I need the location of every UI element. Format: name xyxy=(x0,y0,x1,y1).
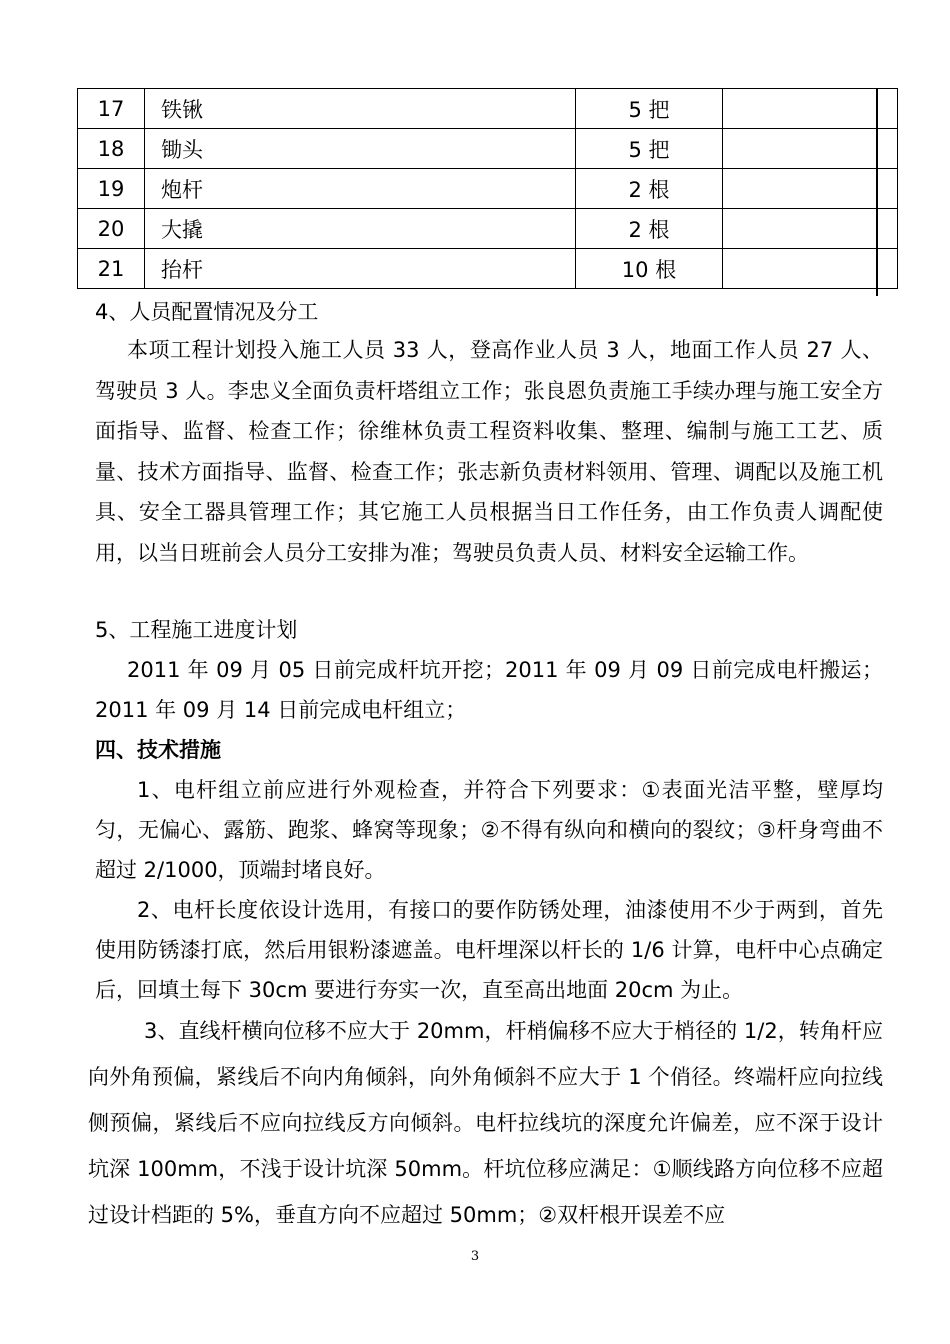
row-number: 17 xyxy=(78,89,145,129)
table-row xyxy=(78,89,898,129)
equipment-note xyxy=(723,89,898,129)
section-4-body: 本项工程计划投入施工人员 33 人，登高作业人员 3 人，地面工作人员 27 人、驾驶员 3 人。李忠义全面负责杆塔组立工作；张良恩负责施工手续办理与施工安全方面指导、监督、检查工作；徐维林负责工程资料收集、整理、编制与施工工艺、质量、技术方面指导、监督、检查工作；张志新负责材料领用、管理、调配以及施工机具、安全工器具管理工作；其它施工人员根据当日工作任务，由工作负责人调配使用，以当日班前会人员分工安排为准；驾驶员负责人员、材料安全运输工作。 xyxy=(95,338,883,565)
technical-measure-3: 3、直线杆横向位移不应大于 20mm，杆梢偏移不应大于梢径的 1/2，转角杆应向外角预偏，紧线后不向内角倾斜，向外角倾斜不应大于 1 个俏径。终端杆应向拉线侧预偏，紧线后不应向拉线反方向倾斜。电杆拉线坑的深度允许偏差，应不深于设计坑深 100mm，不浅于设计坑深 50mm。杆坑位移应满足：①顺线路方向位移不应超过设计档距的 5%，垂直方向不应超过 50mm；②双杆根开误差不应 xyxy=(88,1019,883,1227)
equipment-note xyxy=(723,169,898,209)
row-number: 20 xyxy=(78,209,145,249)
technical-measure-2: 2、电杆长度依设计选用，有接口的要作防锈处理，油漆使用不少于两到，首先使用防锈漆打底，然后用银粉漆遮盖。电杆埋深以杆长的 1/6 计算，电杆中心点确定后，回填土每下 30cm 要进行夯实一次，直至高出地面 20cm 为止。 xyxy=(95,898,883,1002)
equipment-note xyxy=(723,249,898,289)
equipment-name: 铁锹 xyxy=(145,89,576,129)
equipment-quantity: 5 把 xyxy=(576,89,723,129)
table-row xyxy=(78,209,898,249)
equipment-table xyxy=(77,88,898,289)
equipment-quantity: 10 根 xyxy=(576,249,723,289)
equipment-note xyxy=(723,129,898,169)
section-5-body: 2011 年 09 月 05 日前完成杆坑开挖；2011 年 09 月 09 日前完成电杆搬运；2011 年 09 月 14 日前完成电杆组立； xyxy=(95,658,883,722)
technical-measure-1: 1、电杆组立前应进行外观检查，并符合下列要求：①表面光洁平整，壁厚均匀，无偏心、露筋、跑浆、蜂窝等现象；②不得有纵向和横向的裂纹；③杆身弯曲不超过 2/1000，顶端封堵良好。 xyxy=(95,778,883,882)
table-row xyxy=(78,249,898,289)
equipment-quantity: 5 把 xyxy=(576,129,723,169)
equipment-name: 大撬 xyxy=(145,209,576,249)
row-number: 18 xyxy=(78,129,145,169)
equipment-quantity: 2 根 xyxy=(576,169,723,209)
chapter-4-heading: 四、技术措施 xyxy=(95,738,221,762)
row-number: 21 xyxy=(78,249,145,289)
equipment-name: 锄头 xyxy=(145,129,576,169)
equipment-name: 炮杆 xyxy=(145,169,576,209)
table-border-rule xyxy=(876,88,878,296)
section-5-heading: 5、工程施工进度计划 xyxy=(95,618,298,642)
equipment-name: 抬杆 xyxy=(145,249,576,289)
row-number: 19 xyxy=(78,169,145,209)
equipment-note xyxy=(723,209,898,249)
page-number: 3 xyxy=(470,1249,480,1264)
table-row xyxy=(78,169,898,209)
section-4-heading: 4、人员配置情况及分工 xyxy=(95,300,319,324)
equipment-quantity: 2 根 xyxy=(576,209,723,249)
table-row xyxy=(78,129,898,169)
